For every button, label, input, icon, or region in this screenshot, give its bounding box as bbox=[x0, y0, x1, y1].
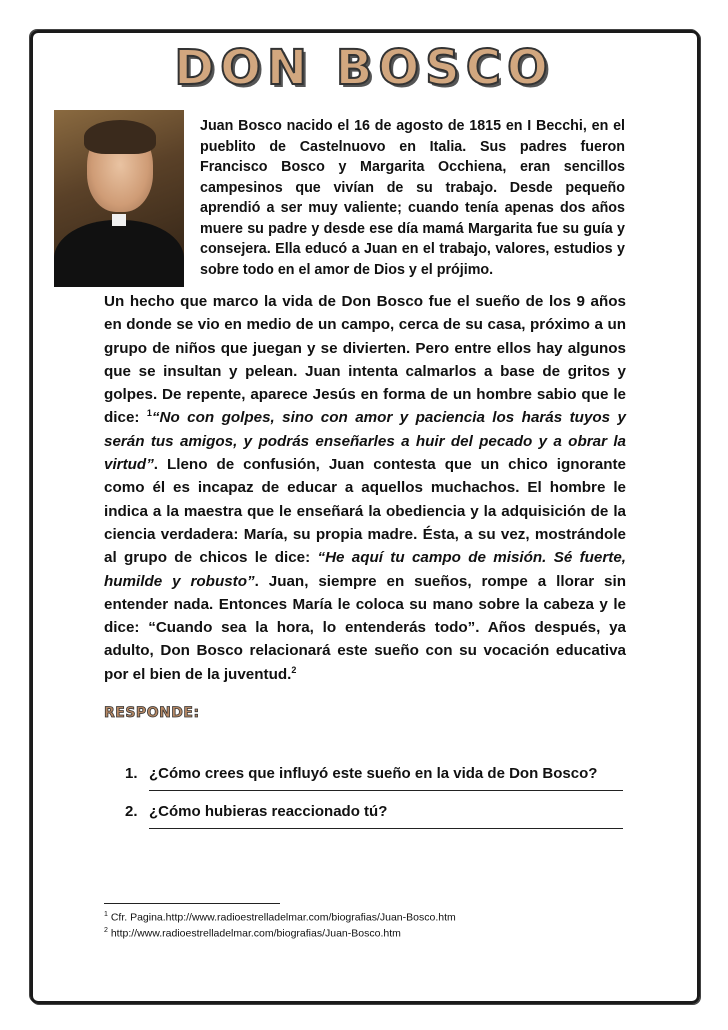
question-number: 1. bbox=[125, 765, 138, 782]
footnote-text: Cfr. Pagina.http://www.radioestrelladelmar.com/biografias/Juan-Bosco.htm bbox=[107, 911, 456, 924]
question-number: 2. bbox=[125, 803, 138, 820]
footnote-2 bbox=[104, 927, 401, 940]
main-text-3: . Juan, siempre en sueños, rompe a llorar sin entender nada. Entonces María le coloca su mano sobre la cabeza y le dice: “Cuando sea la hora, lo entenderás todo”. Años después, ya adulto, Don Bosco relacionará este sueño con su vocación educativa por el bien de la juventud. bbox=[104, 572, 626, 683]
question-list bbox=[125, 765, 625, 841]
question-text: ¿Cómo crees que influyó este sueño en la vida de Don Bosco? bbox=[149, 765, 598, 782]
portrait-cassock bbox=[54, 220, 184, 287]
footnote-ref-1: 1 bbox=[146, 408, 152, 419]
portrait-collar bbox=[112, 214, 126, 226]
quote-maria: “He aquí tu campo de misión. Sé fuerte, humilde y robusto” bbox=[104, 549, 626, 590]
portrait-hair bbox=[84, 120, 156, 154]
quote-jesus: “No con golpes, sino con amor y paciencia los harás tuyos y serán tus amigos, y podrás enseñarles a huir del pecado y a obrar la virtud” bbox=[104, 409, 626, 474]
question-text: ¿Cómo hubieras reaccionado tú? bbox=[149, 803, 388, 820]
answer-line[interactable] bbox=[149, 820, 623, 829]
main-text-1: Un hecho que marco la vida de Don Bosco fue el sueño de los 9 años en donde se vio en medio de un campo, cerca de su casa, próximo a un grupo de niños que juegan y se divierten. Pero entre ellos hay algunos que se insultan y pelean. Juan intenta calmarlos a base de gritos y golpes. De repente, aparece Jesús en forma de un hombre sabio que le dice: bbox=[104, 293, 626, 427]
title-banner bbox=[0, 40, 728, 96]
footnote-mark: 1 bbox=[104, 911, 108, 918]
footnote-1 bbox=[104, 911, 456, 924]
responde-heading: RESPONDE: bbox=[104, 705, 200, 721]
main-text-2: . Lleno de confusión, Juan contesta que un chico ignorante como él es incapaz de educar a aquellos muchachos. El hombre le indica a la maestra que le enseñará la obediencia y la adquisición de la ciencia verdadera: María, su propia madre. Ésta, a su vez, mostrándole al grupo de chicos le dice: bbox=[104, 456, 626, 567]
intro-paragraph: Juan Bosco nacido el 16 de agosto de 1815 en I Becchi, en el pueblito de Castelnuovo en Italia. Sus padres fueron Francisco Bosco y Margarita Occhiena, eran sencillos campesinos que vivían de su trabajo. Desde pequeño aprendió a ser muy valiente; cuando tenía apenas dos años muere su padre y desde ese día mamá Margarita fue su guía y consejera. Ella educó a Juan en el trabajo, valores, estudios y sobre todo en el amor de Dios y el prójimo. bbox=[200, 118, 625, 278]
footnote-mark: 2 bbox=[104, 927, 108, 934]
footnote-divider bbox=[104, 903, 280, 904]
question-item bbox=[125, 803, 625, 820]
footnote-ref-2: 2 bbox=[291, 664, 297, 675]
footnote-text: http://www.radioestrelladelmar.com/biografias/Juan-Bosco.htm bbox=[107, 927, 401, 940]
portrait-image bbox=[54, 110, 184, 287]
answer-line[interactable] bbox=[149, 782, 623, 791]
page-title: DON BOSCO bbox=[174, 40, 554, 96]
question-item bbox=[125, 765, 625, 782]
main-paragraph bbox=[104, 290, 626, 686]
